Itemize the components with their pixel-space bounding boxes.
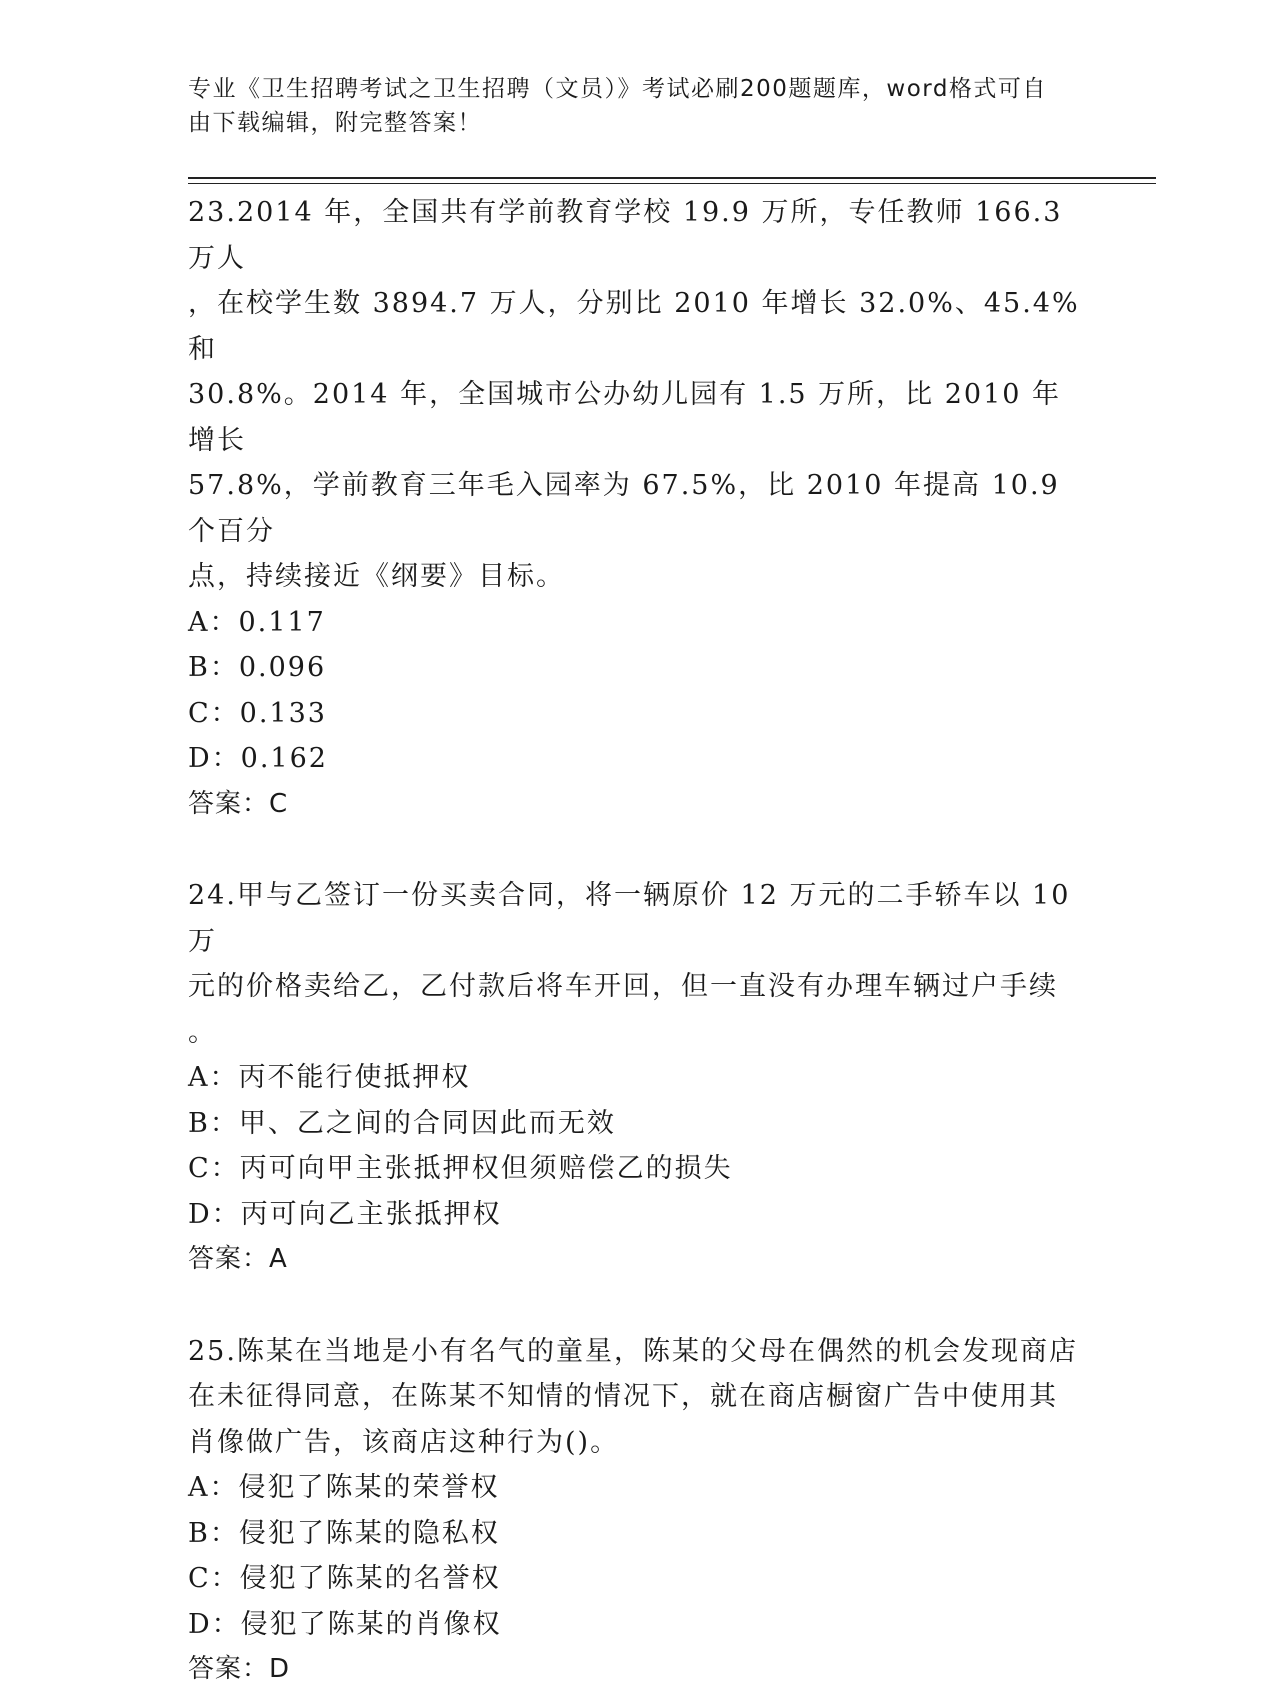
question-stem [188,1329,1088,1466]
option-d: D：侵犯了陈某的肖像权 [188,1608,502,1640]
option-c: C：侵犯了陈某的名誉权 [188,1563,501,1594]
question-23 [188,190,1088,827]
header-line-2: 由下载编辑，附完整答案！ [188,110,482,136]
option-c: C：丙可向甲主张抵押权但须赔偿乙的损失 [188,1153,733,1184]
question-25 [188,1329,1088,1693]
option-b: B：0.096 [188,652,327,683]
answer-line: 答案：C [188,788,289,819]
header-divider [188,177,1156,179]
option-a: A：侵犯了陈某的荣誉权 [188,1472,500,1503]
stem-line: 57.8%，学前教育三年毛入园率为 67.5%，比 2010 年提高 10.9 个百分 [188,470,1060,547]
stem-line: 。 [188,1016,217,1048]
question-stem [188,190,1088,600]
document-header [188,72,1068,140]
header-divider-thin [188,183,1156,184]
question-24 [188,873,1088,1283]
option-b: B：甲、乙之间的合同因此而无效 [188,1107,616,1139]
stem-line: 肖像做广告，该商店这种行为()。 [188,1426,620,1458]
option-b: B：侵犯了陈某的隐私权 [188,1517,500,1549]
answer-line: 答案：D [188,1654,291,1684]
question-spacer [188,827,1088,873]
stem-line: 元的价格卖给乙，乙付款后将车开回，但一直没有办理车辆过户手续 [188,971,1058,1002]
question-stem [188,873,1088,1055]
stem-line: 23.2014 年，全国共有学前教育学校 19.9 万所，专任教师 166.3 万人 [188,197,1063,274]
stem-line: 25.陈某在当地是小有名气的童星，陈某的父母在偶然的机会发现商店 [188,1335,1078,1367]
stem-line: 点，持续接近《纲要》目标。 [188,561,565,592]
header-line-1: 专业《卫生招聘考试之卫生招聘（文员）》考试必刷200题题库，word格式可自 [188,76,1047,102]
stem-line: 24.甲与乙签订一份买卖合同，将一辆原价 12 万元的二手轿车以 10 万 [188,880,1071,957]
option-c: C：0.133 [188,697,327,729]
question-spacer [188,1283,1088,1329]
option-a: A：0.117 [188,606,326,638]
answer-line: 答案：A [188,1244,288,1274]
stem-line: 在未征得同意，在陈某不知情的情况下，就在商店橱窗广告中使用其 [188,1381,1058,1412]
stem-line: ，在校学生数 3894.7 万人，分别比 2010 年增长 32.0%、45.4%和 [188,288,1080,365]
option-a: A：丙不能行使抵押权 [188,1062,471,1093]
question-list [188,190,1088,1693]
stem-line: 30.8%。2014 年，全国城市公办幼儿园有 1.5 万所，比 2010 年增长 [188,379,1062,456]
option-d: D：丙可向乙主张抵押权 [188,1198,502,1230]
option-d: D：0.162 [188,743,328,774]
